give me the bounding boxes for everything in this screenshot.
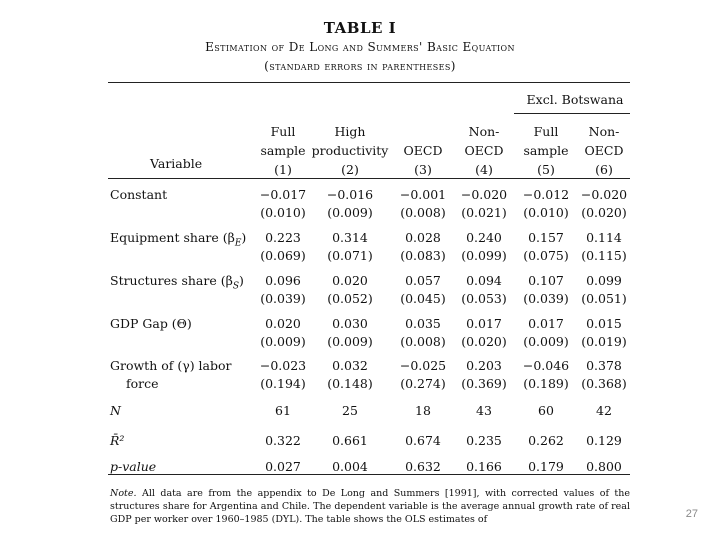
standard-error-cell: (0.115) (581, 248, 627, 263)
column-header-line: (3) (414, 162, 432, 177)
row-label (110, 357, 232, 393)
bottom-rule (108, 474, 630, 475)
coefficient-cell: 0.096 (265, 273, 301, 288)
coefficient-cell: 0.094 (466, 273, 502, 288)
stat-cell: 43 (476, 403, 492, 418)
coefficient-cell: 0.057 (405, 273, 441, 288)
stat-cell: 0.674 (405, 433, 441, 448)
coefficient-cell: 0.157 (528, 230, 564, 245)
row-label-line: force (126, 376, 159, 391)
coefficient-cell: −0.012 (522, 187, 570, 202)
column-header-line: sample (260, 143, 306, 158)
stat-cell: 0.262 (528, 433, 564, 448)
coefficient-cell: −0.001 (399, 187, 447, 202)
coefficient-cell: 0.099 (586, 273, 622, 288)
stat-cell: 42 (596, 403, 612, 418)
column-header-line: OECD (403, 143, 443, 158)
coefficient-cell: 0.314 (332, 230, 368, 245)
column-header-line: OECD (464, 143, 504, 158)
stat-label: R̄² (110, 433, 125, 448)
standard-error-cell: (0.008) (400, 334, 446, 349)
row-label-close: ) (239, 273, 244, 288)
coefficient-cell: 0.203 (466, 358, 502, 373)
note-label: Note. (110, 488, 137, 499)
coefficient-cell: 0.032 (332, 358, 368, 373)
column-header-line: Full (533, 124, 559, 139)
coefficient-cell: 0.035 (405, 316, 441, 331)
coefficient-cell: 0.223 (265, 230, 301, 245)
stat-cell: 0.800 (586, 459, 622, 474)
coefficient-cell: 0.015 (586, 316, 622, 331)
column-header-line: (1) (274, 162, 292, 177)
stat-cell: 0.004 (332, 459, 368, 474)
coefficient-cell: 0.017 (528, 316, 564, 331)
stat-cell: 0.235 (466, 433, 502, 448)
column-header-line: Non- (588, 124, 620, 139)
standard-error-cell: (0.053) (461, 291, 507, 306)
column-header-line: (2) (341, 162, 359, 177)
row-label-line: GDP Gap (Θ) (110, 316, 192, 331)
standard-error-cell: (0.020) (581, 205, 627, 220)
table-title: TABLE I (323, 19, 397, 37)
stat-cell: 0.179 (528, 459, 564, 474)
standard-error-cell: (0.274) (400, 376, 446, 391)
stat-label: N (110, 403, 121, 418)
standard-error-cell: (0.071) (327, 248, 373, 263)
standard-error-cell: (0.008) (400, 205, 446, 220)
standard-error-cell: (0.009) (260, 334, 306, 349)
coefficient-cell: 0.240 (466, 230, 502, 245)
stat-cell: 61 (275, 403, 291, 418)
standard-error-cell: (0.010) (523, 205, 569, 220)
column-header-line: OECD (584, 143, 624, 158)
header-rule (108, 178, 630, 179)
coefficient-cell: 0.028 (405, 230, 441, 245)
row-label (110, 272, 244, 296)
column-header-line: sample (523, 143, 569, 158)
standard-error-cell: (0.045) (400, 291, 446, 306)
coefficient-cell: −0.046 (522, 358, 570, 373)
row-label-subscript: S (232, 281, 239, 292)
group-header: Excl. Botswana (526, 92, 624, 107)
stat-cell: 0.632 (405, 459, 441, 474)
standard-error-cell: (0.009) (327, 205, 373, 220)
column-header-line: Full (270, 124, 296, 139)
coefficient-cell: 0.017 (466, 316, 502, 331)
standard-error-cell: (0.021) (461, 205, 507, 220)
coefficient-cell: 0.107 (528, 273, 564, 288)
group-rule (514, 113, 630, 114)
coefficient-cell: 0.114 (586, 230, 622, 245)
row-label-text: Equipment share (β (110, 230, 235, 245)
coefficient-cell: −0.023 (259, 358, 307, 373)
standard-error-cell: (0.010) (260, 205, 306, 220)
table-subtitle-note: (standard errors in parentheses) (264, 59, 456, 73)
stat-cell: 18 (415, 403, 431, 418)
stat-cell: 60 (538, 403, 554, 418)
standard-error-cell: (0.009) (327, 334, 373, 349)
stat-label: p-value (110, 459, 157, 474)
coefficient-cell: 0.020 (265, 316, 301, 331)
column-header-line: (6) (595, 162, 613, 177)
standard-error-cell: (0.069) (260, 248, 306, 263)
coefficient-cell: −0.025 (399, 358, 447, 373)
stat-cell: 0.322 (265, 433, 301, 448)
column-header-line: (5) (537, 162, 555, 177)
row-label (110, 229, 246, 253)
standard-error-cell: (0.099) (461, 248, 507, 263)
column-header-line: Non- (468, 124, 500, 139)
coefficient-cell: 0.020 (332, 273, 368, 288)
standard-error-cell: (0.019) (581, 334, 627, 349)
stat-cell: 25 (342, 403, 358, 418)
stat-cell: 0.166 (466, 459, 502, 474)
row-label-line: Constant (110, 187, 168, 202)
standard-error-cell: (0.189) (523, 376, 569, 391)
standard-error-cell: (0.039) (523, 291, 569, 306)
coefficient-cell: 0.030 (332, 316, 368, 331)
coefficient-cell: −0.017 (259, 187, 307, 202)
variable-header: Variable (150, 156, 203, 171)
standard-error-cell: (0.194) (260, 376, 306, 391)
row-label-close: ) (241, 230, 247, 245)
row-label-subscript: E (234, 238, 242, 249)
standard-error-cell: (0.075) (523, 248, 569, 263)
standard-error-cell: (0.148) (327, 376, 373, 391)
table-subtitle: Estimation of De Long and Summers' Basic Equation (205, 40, 515, 54)
row-label-line: Growth of (γ) labor (110, 358, 232, 373)
standard-error-cell: (0.039) (260, 291, 306, 306)
row-label (110, 186, 167, 204)
note-text: All data are from the appendix to De Long and Summers [1991], with corrected values of the structures share for Argentina and Chile. The dependent variable is the average annual growth rate of real GDP per worker over 1960–1985 (DYL). The table shows the OLS estimates of (110, 488, 630, 525)
coefficient-cell: −0.020 (580, 187, 628, 202)
column-header-line: productivity (311, 143, 389, 158)
page-number: 27 (685, 508, 698, 520)
column-header-line: High (334, 124, 366, 139)
standard-error-cell: (0.368) (581, 376, 627, 391)
row-label-text: Structures share (β (110, 273, 233, 288)
standard-error-cell: (0.020) (461, 334, 507, 349)
standard-error-cell: (0.009) (523, 334, 569, 349)
stat-cell: 0.661 (332, 433, 368, 448)
row-label (110, 315, 192, 333)
stat-cell: 0.129 (586, 433, 622, 448)
standard-error-cell: (0.083) (400, 248, 446, 263)
coefficient-cell: 0.378 (586, 358, 622, 373)
coefficient-cell: −0.020 (460, 187, 508, 202)
standard-error-cell: (0.369) (461, 376, 507, 391)
coefficient-cell: −0.016 (326, 187, 374, 202)
standard-error-cell: (0.051) (581, 291, 627, 306)
table-note (110, 487, 630, 526)
column-header-line: (4) (475, 162, 493, 177)
column-header-6 (559, 122, 649, 179)
stat-cell: 0.027 (265, 459, 301, 474)
standard-error-cell: (0.052) (327, 291, 373, 306)
top-rule (108, 82, 630, 83)
